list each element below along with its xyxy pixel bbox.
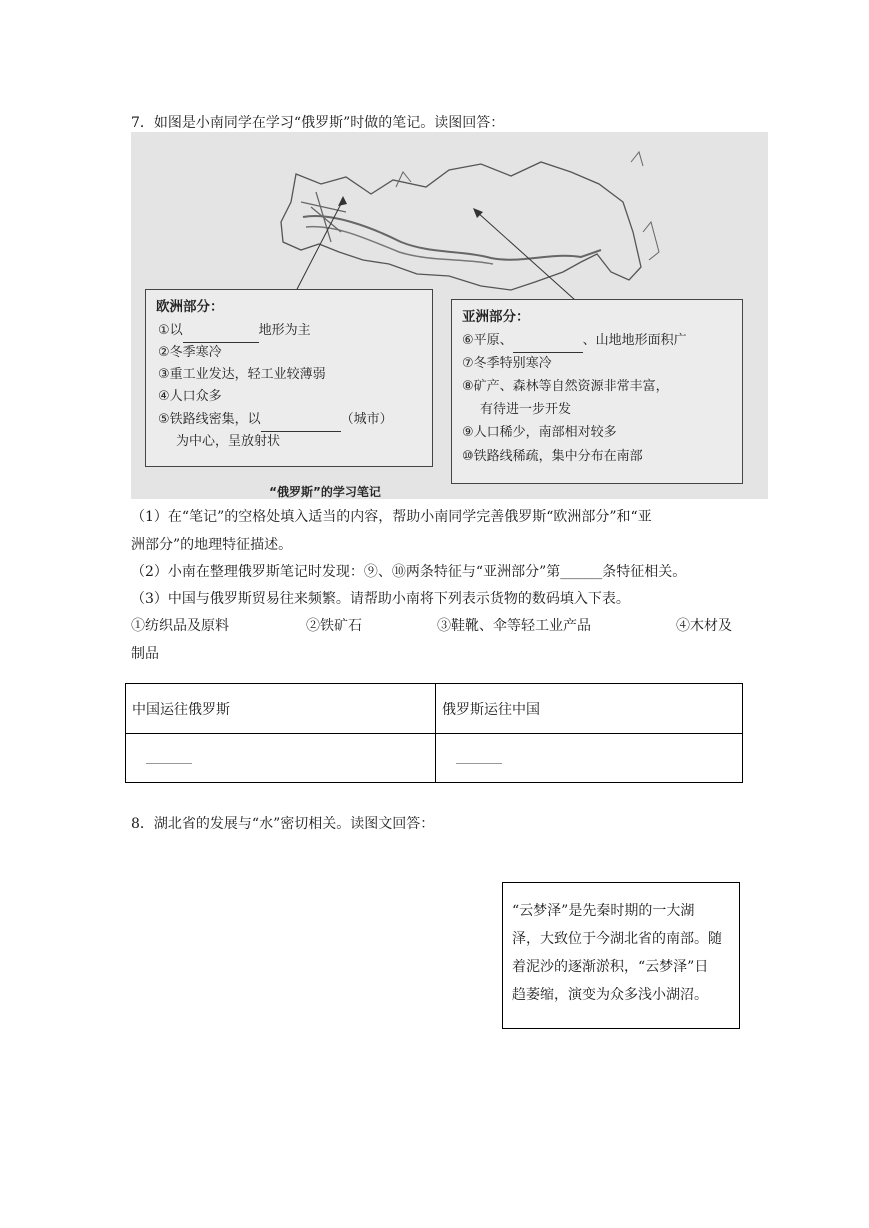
asia-item-8: ⑧矿产、森林等自然资源非常丰富， (462, 379, 669, 394)
asia-item-9: ⑨人口稀少，南部相对较多 (462, 425, 617, 440)
russia-notes-photo (131, 132, 768, 499)
answer-cell-china-to-russia[interactable] (126, 734, 436, 783)
q7-intro: 7．如图是小南同学在学习“俄罗斯”时做的笔记。读图回答： (131, 115, 505, 131)
answer-cell-russia-to-china[interactable] (436, 734, 743, 783)
asia-item-6: ⑥平原、 、山地地形面积广 (462, 330, 687, 353)
passage-line-4: 趋萎缩，演变为众多浅小湖沼。 (512, 987, 708, 1003)
goods-item-3: ③鞋靴、伞等轻工业产品 (437, 618, 591, 634)
goods-item-1: ①纺织品及原料 (131, 618, 229, 634)
table-answer-row (126, 734, 743, 783)
goods-item-4: ④木材及 (676, 618, 732, 634)
goods-item-4-cont: 制品 (131, 646, 159, 662)
europe-item-5: ⑤铁路线密集，以 （城市） (158, 409, 393, 432)
table-header-row (126, 684, 743, 734)
trade-goods-table (125, 683, 743, 783)
q7-sub3: （3）中国与俄罗斯贸易往来频繁。请帮助小南将下列表示货物的数码填入下表。 (131, 591, 630, 607)
answer-blank (456, 763, 502, 764)
passage-line-2: 泽，大致位于今湖北省的南部。随 (512, 931, 722, 947)
fill-blank-terrain (183, 328, 259, 343)
europe-item-1: ①以 地形为主 (158, 320, 311, 343)
europe-item-3: ③重工业发达，轻工业较薄弱 (158, 367, 326, 382)
europe-note-title: 欧洲部分： (156, 299, 224, 315)
asia-item-10: ⑩铁路线稀疏，集中分布在南部 (462, 449, 643, 464)
table-header-china-to-russia: 中国运往俄罗斯 (126, 684, 436, 734)
table-header-russia-to-china: 俄罗斯运往中国 (436, 684, 743, 734)
fill-blank-city (261, 417, 341, 432)
europe-note-box (145, 289, 433, 467)
asia-item-7: ⑦冬季特别寒冷 (462, 356, 552, 371)
europe-item-2: ②冬季寒冷 (158, 345, 222, 360)
europe-item-5-cont: 为中心，呈放射状 (176, 434, 281, 449)
europe-item-4: ④人口众多 (158, 389, 222, 404)
q8-intro: 8．湖北省的发展与“水”密切相关。读图文回答： (131, 816, 435, 832)
asia-note-title: 亚洲部分： (462, 309, 530, 325)
fill-blank-landform (513, 338, 583, 353)
photo-caption: “俄罗斯”的学习笔记 (269, 485, 381, 499)
asia-note-box (451, 299, 743, 484)
goods-item-2: ②铁矿石 (306, 618, 362, 634)
asia-item-8-cont: 有待进一步开发 (480, 402, 572, 417)
passage-line-3: 着泥沙的逐渐淤积，“云梦泽”日 (512, 959, 709, 975)
answer-blank (146, 763, 192, 764)
q7-sub1-line1: （1）在“笔记”的空格处填入适当的内容，帮助小南同学完善俄罗斯“欧洲部分”和“亚 (131, 509, 652, 525)
q7-sub2: （2）小南在整理俄罗斯笔记时发现：⑨、⑩两条特征与“亚洲部分”第______条特征相关。 (131, 564, 687, 580)
yunmengze-passage-box (502, 882, 740, 1029)
passage-line-1: “云梦泽”是先秦时期的一大湖 (512, 903, 695, 919)
q7-sub1-line2: 洲部分”的地理特征描述。 (131, 537, 293, 553)
